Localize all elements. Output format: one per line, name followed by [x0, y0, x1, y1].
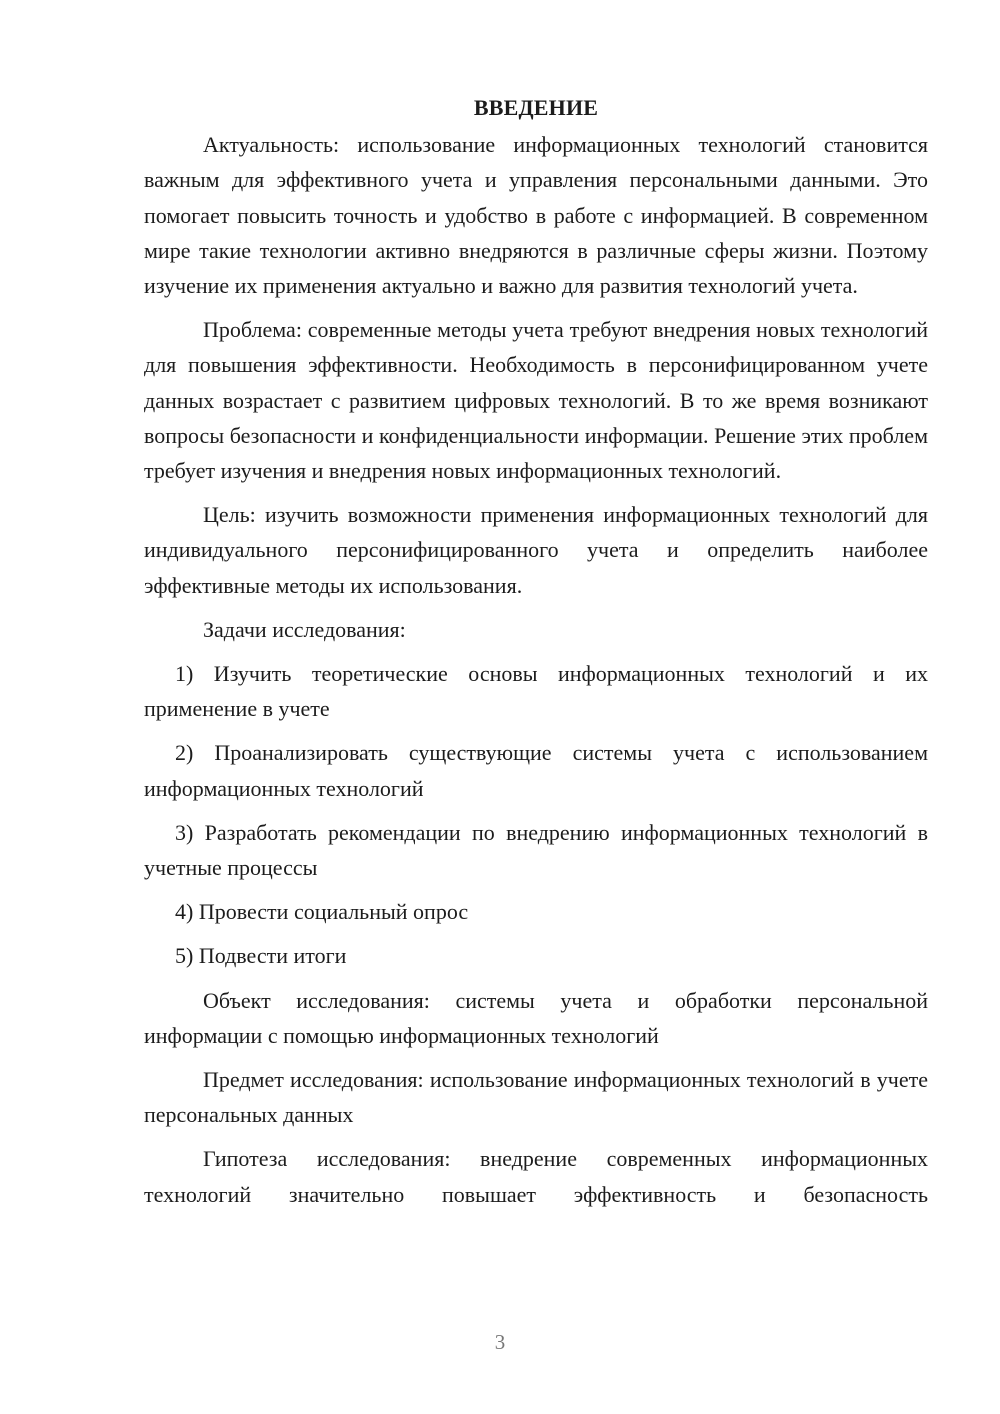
paragraph-hypothesis: Гипотеза исследования: внедрение современных информационных технологий значительно повышает эффективность и безопасность: [144, 1146, 928, 1207]
task-item-1: 1) Изучить теоретические основы информационных технологий и их применение в учете: [144, 661, 928, 722]
paragraph-tasks-heading: Задачи исследования:: [203, 616, 406, 642]
page-number: 3: [494, 1330, 506, 1354]
paragraph-relevance: Актуальность: использование информационных технологий становится важным для эффективного учета и управления персональными данными. Это помогает повысить точность и удобство в работе с информацией. В современном мире такие технологии активно внедряются в различные сферы жизни. Поэтому изучение их применения актуально и важно для развития технологий учета.: [144, 132, 928, 299]
paragraph-object: Объект исследования: системы учета и обработки персональной информации с помощью информационных технологий: [144, 987, 928, 1048]
task-item-3: 3) Разработать рекомендации по внедрению информационных технологий в учетные процессы: [144, 819, 928, 881]
task-item-2: 2) Проанализировать существующие системы учета с использованием информационных технологий: [144, 740, 928, 801]
task-item-4: 4) Провести социальный опрос: [175, 899, 469, 925]
task-item-5: 5) Подвести итоги: [175, 943, 347, 969]
paragraph-problem: Проблема: современные методы учета требуют внедрения новых технологий для повышения эффективности. Необходимость в персонифицированном учете данных возрастает с развитием цифровых технологий. В то же время возникают вопросы безопасности и конфиденциальности информации. Решение этих проблем требует изучения и внедрения новых информационных технологий.: [144, 317, 928, 484]
paragraph-subject: Предмет исследования: использование информационных технологий в учете персональных данных: [144, 1067, 928, 1128]
document-page: [144, 90, 928, 1221]
section-title: ВВЕДЕНИЕ: [473, 95, 599, 120]
paragraph-goal: Цель: изучить возможности применения информационных технологий для индивидуального персонифицированного учета и определить наиболее эффективные методы их использования.: [144, 502, 928, 598]
